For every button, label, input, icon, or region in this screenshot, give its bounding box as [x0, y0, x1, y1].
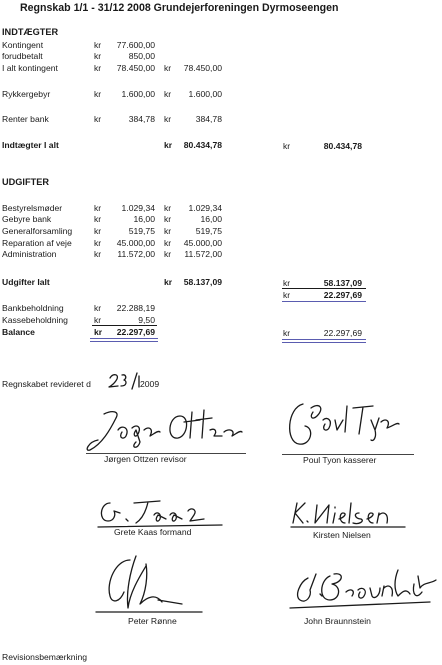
- currency: kr: [94, 226, 102, 236]
- currency: kr: [164, 114, 172, 124]
- currency: kr: [94, 63, 102, 73]
- income-total-value-summary: 80.434,78: [323, 141, 362, 151]
- currency: kr: [94, 89, 102, 99]
- underline: [92, 325, 157, 326]
- signature-peter-ronne: [96, 552, 206, 616]
- double-underline: [90, 338, 158, 339]
- amount: 384,78: [195, 114, 222, 124]
- row-label: Reparation af veje: [2, 238, 72, 248]
- expenses-total-value: 58.137,09: [183, 277, 222, 287]
- audit-year: 2009: [140, 379, 160, 389]
- revision-remark-label: Revisionsbemærkning: [2, 652, 88, 662]
- row-label: Bankbeholdning: [2, 303, 64, 313]
- amount: 16,00: [133, 214, 155, 224]
- amount: 9,50: [138, 315, 155, 325]
- balance-value-summary: 22.297,69: [323, 328, 362, 338]
- amount: 22.288,19: [116, 303, 155, 313]
- double-underline: [90, 341, 158, 342]
- amount: 519,75: [128, 226, 155, 236]
- amount: 11.572,00: [184, 249, 222, 259]
- signatory-name: Grete Kaas formand: [114, 527, 192, 537]
- currency: kr: [94, 315, 102, 325]
- currency: kr: [94, 249, 102, 259]
- amount: 1.600,00: [121, 89, 155, 99]
- currency: kr: [164, 140, 173, 150]
- signature-john-braunnstein: [290, 566, 440, 616]
- signatory-name: Kirsten Nielsen: [313, 530, 371, 540]
- currency: kr: [164, 238, 172, 248]
- handwritten-date: [108, 372, 142, 390]
- row-label: Rykkergebyr: [2, 89, 51, 99]
- amount: 384,78: [128, 114, 155, 124]
- signature-grete-kaas: [96, 497, 226, 531]
- signature-kirsten-nielsen: [289, 499, 409, 531]
- signatory-name: Peter Rønne: [128, 616, 177, 626]
- row-label: Kontingent: [2, 40, 44, 50]
- currency: kr: [164, 203, 172, 213]
- currency: kr: [164, 226, 172, 236]
- balance-value: 22.297,69: [116, 327, 155, 337]
- row-label: forudbetalt: [2, 51, 43, 61]
- currency: kr: [94, 303, 102, 313]
- amount: 78.450,00: [183, 63, 222, 73]
- currency: kr: [94, 327, 103, 337]
- expenses-heading: UDGIFTER: [2, 177, 49, 187]
- income-total-label: Indtægter I alt: [2, 140, 59, 150]
- underline: [282, 301, 366, 302]
- underline: [282, 288, 366, 289]
- amount: 1.600,00: [188, 89, 222, 99]
- signatory-name: John Braunnstein: [304, 616, 371, 626]
- row-label: I alt kontingent: [2, 63, 58, 73]
- result-value: 22.297,69: [323, 290, 362, 300]
- currency: kr: [283, 290, 291, 300]
- currency: kr: [283, 141, 291, 151]
- row-label: Renter bank: [2, 114, 49, 124]
- amount: 45.000,00: [116, 238, 155, 248]
- currency: kr: [94, 40, 102, 50]
- currency: kr: [94, 238, 102, 248]
- row-label: Gebyre bank: [2, 214, 52, 224]
- document-title: Regnskab 1/1 - 31/12 2008 Grundejerforeningen Dyrmoseengen: [20, 2, 339, 14]
- signature-jorgen-ottzen: [84, 406, 244, 458]
- currency: kr: [94, 51, 102, 61]
- currency: kr: [94, 203, 102, 213]
- row-label: Generalforsamling: [2, 226, 73, 236]
- income-heading: INDTÆGTER: [2, 27, 59, 37]
- currency: kr: [283, 278, 291, 288]
- balance-label: Balance: [2, 327, 35, 337]
- currency: kr: [164, 214, 172, 224]
- amount: 519,75: [195, 226, 222, 236]
- signature-poul-tyon: [281, 398, 401, 456]
- double-underline: [282, 339, 366, 340]
- currency: kr: [164, 249, 172, 259]
- income-total-value: 80.434,78: [183, 140, 222, 150]
- amount: 850,00: [128, 51, 155, 61]
- amount: 77.600,00: [116, 40, 155, 50]
- expenses-total-value-summary: 58.137,09: [323, 278, 362, 288]
- amount: 16,00: [200, 214, 222, 224]
- currency: kr: [164, 63, 172, 73]
- expenses-total-label: Udgifter Ialt: [2, 277, 50, 287]
- row-label: Kassebeholdning: [2, 315, 68, 325]
- amount: 78.450,00: [116, 63, 155, 73]
- currency: kr: [164, 89, 172, 99]
- signatory-name: Jørgen Ottzen revisor: [104, 454, 187, 464]
- row-label: Bestyrelsmøder: [2, 203, 63, 213]
- currency: kr: [164, 277, 173, 287]
- amount: 1.029,34: [121, 203, 155, 213]
- amount: 1.029,34: [188, 203, 222, 213]
- amount: 11.572,00: [117, 249, 155, 259]
- double-underline: [282, 342, 366, 343]
- signatory-name: Poul Tyon kasserer: [303, 455, 377, 465]
- amount: 45.000,00: [183, 238, 222, 248]
- row-label: Administration: [2, 249, 57, 259]
- currency: kr: [94, 114, 102, 124]
- audit-text: Regnskabet revideret d: [2, 379, 91, 389]
- currency: kr: [94, 214, 102, 224]
- currency: kr: [283, 328, 291, 338]
